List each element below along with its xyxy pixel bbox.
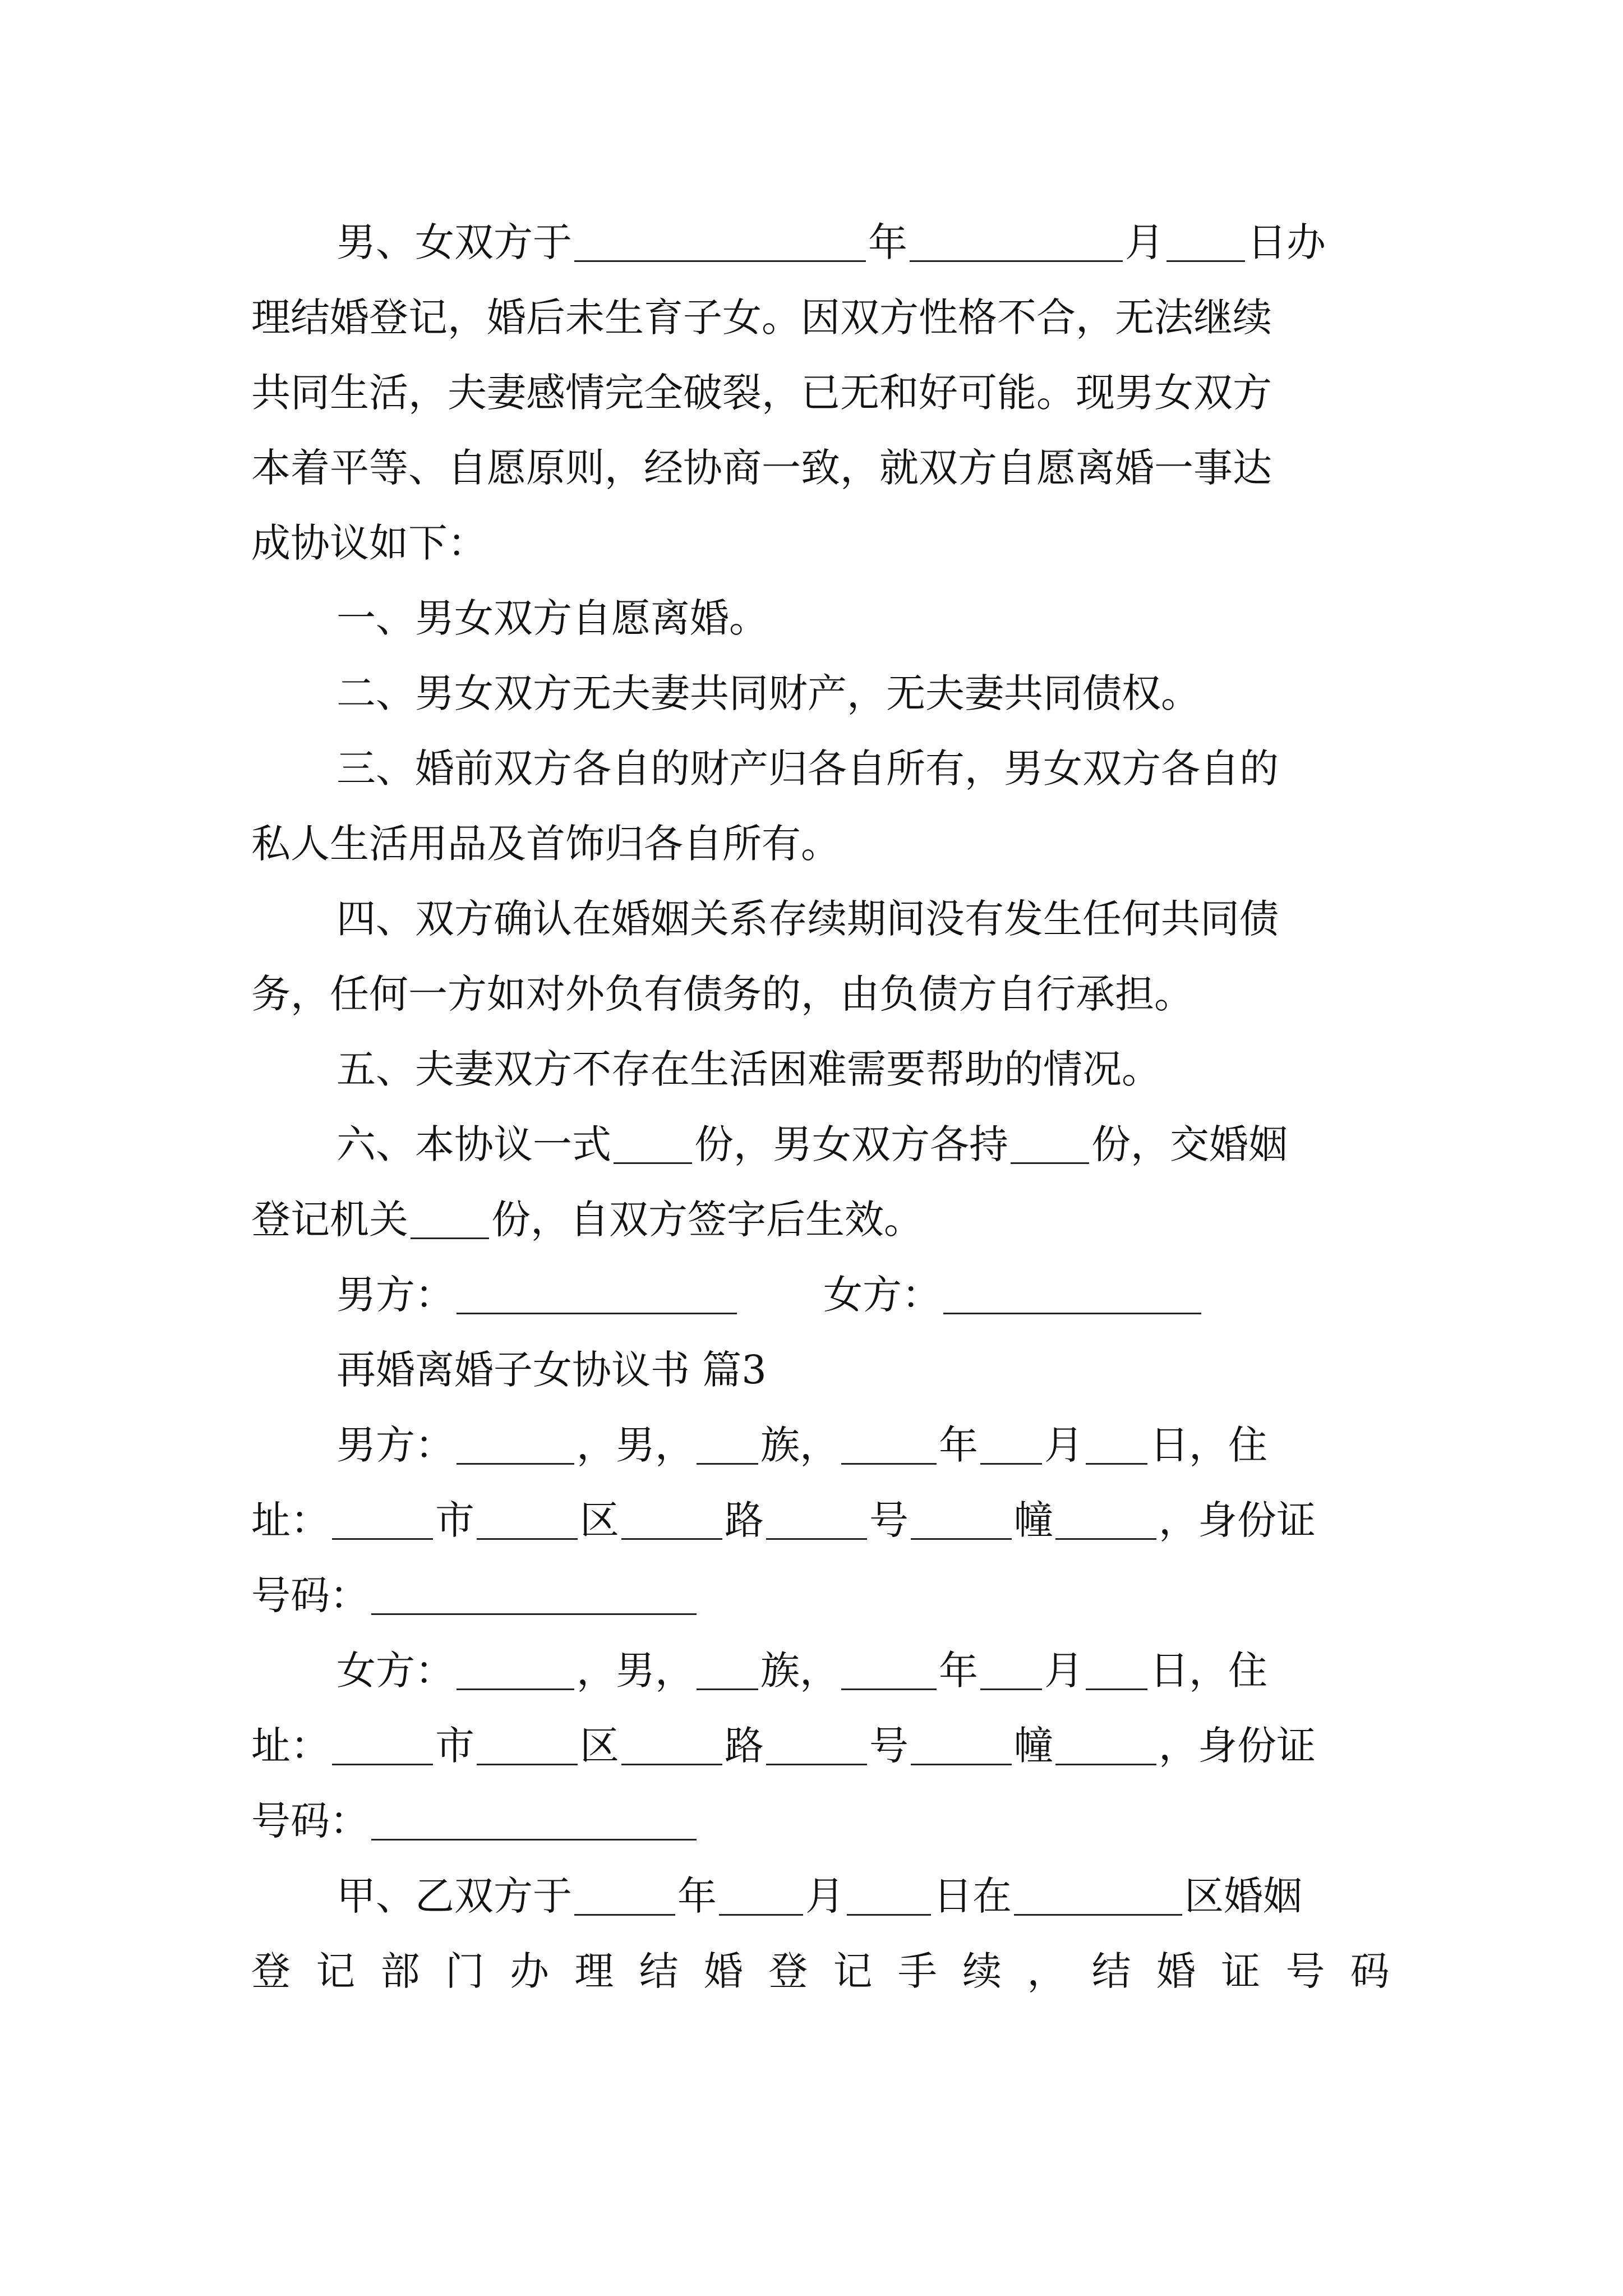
paragraph-intro-line-4: 本着平等、自愿原则，经协商一致，就双方自愿离婚一事达 [251,445,1272,491]
marriage-char: 证 [1221,1948,1261,1994]
marriage-year-label: 年 [677,1873,717,1919]
marriage-char: 码 [1350,1948,1390,1994]
month-label: 月 [1125,219,1164,265]
male-district-label: 区 [580,1497,619,1543]
female-id-label: 号码： [251,1798,369,1844]
marriage-char: 婚 [703,1948,743,1994]
female-id-suffix: ，身份证 [1159,1723,1316,1769]
female-road-label: 路 [725,1723,764,1769]
female-year-blank[interactable] [841,1651,937,1690]
marriage-text-b: 区婚姻 [1184,1873,1302,1919]
female-number-label: 号 [869,1723,909,1769]
male-day-blank[interactable] [1086,1426,1147,1465]
date-year-blank[interactable] [574,223,866,262]
clause-4-line-1: 四、双方确认在婚姻关系存续期间没有发生任何共同债 [336,896,1279,942]
male-id-blank[interactable] [371,1576,697,1615]
male-day-label: 日，住 [1150,1422,1267,1468]
marriage-char: 门 [445,1948,485,1994]
clause-6-text-c: 份，交婚姻 [1091,1121,1288,1167]
copies-registry-blank[interactable] [411,1200,489,1239]
male-district-blank[interactable] [477,1501,578,1540]
marriage-char: 续 [962,1948,1002,1994]
marriage-char: 手 [897,1948,937,1994]
female-party-line-2 [251,1718,1390,1774]
female-ethnic-blank[interactable] [697,1651,758,1690]
female-signature-blank[interactable] [943,1276,1201,1314]
clause-6-text-e: 份，自双方签字后生效。 [491,1197,923,1243]
female-address-label: 址： [251,1723,330,1769]
paragraph-intro-line-1 [336,214,1390,270]
male-city-label: 市 [435,1497,474,1543]
marriage-char: ， [1027,1948,1067,1994]
marriage-year-blank[interactable] [574,1877,675,1916]
female-day-blank[interactable] [1086,1651,1147,1690]
female-year-label: 年 [939,1648,978,1694]
female-party-line-1 [336,1642,1390,1699]
marriage-char: 结 [639,1948,679,1994]
year-label: 年 [868,219,907,265]
female-district-label: 区 [580,1723,619,1769]
male-city-blank[interactable] [332,1501,433,1540]
date-month-blank[interactable] [910,223,1123,262]
female-city-blank[interactable] [332,1727,433,1765]
date-day-blank[interactable] [1166,223,1245,262]
section-title: 再婚离婚子女协议书 篇3 [336,1347,767,1393]
male-month-blank[interactable] [980,1426,1042,1465]
female-sex-text: ，男， [577,1648,694,1694]
female-month-blank[interactable] [980,1651,1042,1690]
male-ethnic-label: 族， [760,1422,839,1468]
male-ethnic-blank[interactable] [697,1426,758,1465]
signature-line [336,1267,1390,1323]
clause-6-text-b: 份，男女双方各持 [694,1121,1008,1167]
female-road-blank[interactable] [621,1727,722,1765]
marriage-char: 办 [510,1948,550,1994]
marriage-month-blank[interactable] [719,1877,803,1916]
male-signature-label: 男方： [336,1272,454,1318]
male-road-blank[interactable] [621,1501,722,1540]
male-building-blank[interactable] [911,1501,1012,1540]
female-number-blank[interactable] [766,1727,867,1765]
female-id-blank[interactable] [371,1802,697,1841]
clause-6-text-d: 登记机关 [251,1197,408,1243]
marriage-char: 记 [833,1948,873,1994]
female-name-blank[interactable] [457,1651,574,1690]
marriage-char: 部 [380,1948,420,1994]
day-label: 日办 [1247,219,1326,265]
male-signature-blank[interactable] [457,1276,737,1314]
copies-each-blank[interactable] [1011,1125,1089,1164]
clause-3-line-1: 三、婚前双方各自的财产归各自所有，男女双方各自的 [336,746,1279,792]
female-label: 女方： [336,1648,454,1694]
male-number-blank[interactable] [766,1501,867,1540]
female-building-blank[interactable] [911,1727,1012,1765]
paragraph-intro-line-3: 共同生活，夫妻感情完全破裂，已无和好可能。现男女双方 [251,370,1272,416]
female-city-label: 市 [435,1723,474,1769]
marriage-day-blank[interactable] [847,1877,931,1916]
female-day-label: 日，住 [1150,1648,1267,1694]
male-sex-text: ，男， [577,1422,694,1468]
male-party-line-2 [251,1492,1390,1548]
male-id-suffix: ，身份证 [1159,1497,1316,1543]
marriage-char: 结 [1091,1948,1131,1994]
marriage-char: 登 [768,1948,808,1994]
clause-3-line-2: 私人生活用品及首饰归各自所有。 [251,821,840,867]
marriage-char: 登 [251,1948,291,1994]
marriage-line-2 [251,1943,1390,1999]
male-label: 男方： [336,1422,454,1468]
marriage-char: 婚 [1156,1948,1196,1994]
female-party-line-3 [251,1793,1390,1849]
clause-2: 二、男女双方无夫妻共同财产，无夫妻共同债权。 [336,670,1200,716]
marriage-text-a: 甲、乙双方于 [336,1873,572,1919]
female-unit-blank[interactable] [1055,1727,1156,1765]
marriage-day-label: 日在 [933,1873,1012,1919]
clause-6-line-2 [251,1191,1390,1248]
marriage-district-blank[interactable] [1014,1877,1182,1916]
marriage-char: 号 [1285,1948,1325,1994]
female-district-blank[interactable] [477,1727,578,1765]
male-month-label: 月 [1044,1422,1083,1468]
clause-6-text-a: 六、本协议一式 [336,1121,611,1167]
male-unit-blank[interactable] [1055,1501,1156,1540]
male-year-label: 年 [939,1422,978,1468]
male-party-line-1 [336,1417,1390,1473]
male-address-label: 址： [251,1497,330,1543]
female-ethnic-label: 族， [760,1648,839,1694]
male-year-blank[interactable] [841,1426,937,1465]
paragraph-intro-line-5: 成协议如下： [251,520,487,566]
clause-4-line-2: 务，任何一方如对外负有债务的，由负债方自行承担。 [251,971,1193,1017]
clause-5: 五、夫妻双方不存在生活困难需要帮助的情况。 [336,1046,1161,1092]
copies-total-blank[interactable] [614,1125,692,1164]
female-month-label: 月 [1044,1648,1083,1694]
male-party-line-3 [251,1567,1390,1623]
intro-text: 男、女双方于 [336,219,572,265]
male-building-label: 幢 [1014,1497,1053,1543]
female-signature-label: 女方： [823,1272,941,1318]
male-name-blank[interactable] [457,1426,574,1465]
male-number-label: 号 [869,1497,909,1543]
paragraph-intro-line-2: 理结婚登记，婚后未生育子女。因双方性格不合，无法继续 [251,295,1272,341]
male-id-label: 号码： [251,1572,369,1618]
clause-1: 一、男女双方自愿离婚。 [336,595,768,641]
marriage-char: 理 [574,1948,614,1994]
female-building-label: 幢 [1014,1723,1053,1769]
marriage-month-label: 月 [805,1873,845,1919]
marriage-char: 记 [316,1948,356,1994]
clause-6-line-1 [336,1116,1390,1172]
marriage-line-1 [336,1868,1390,1924]
male-road-label: 路 [725,1497,764,1543]
